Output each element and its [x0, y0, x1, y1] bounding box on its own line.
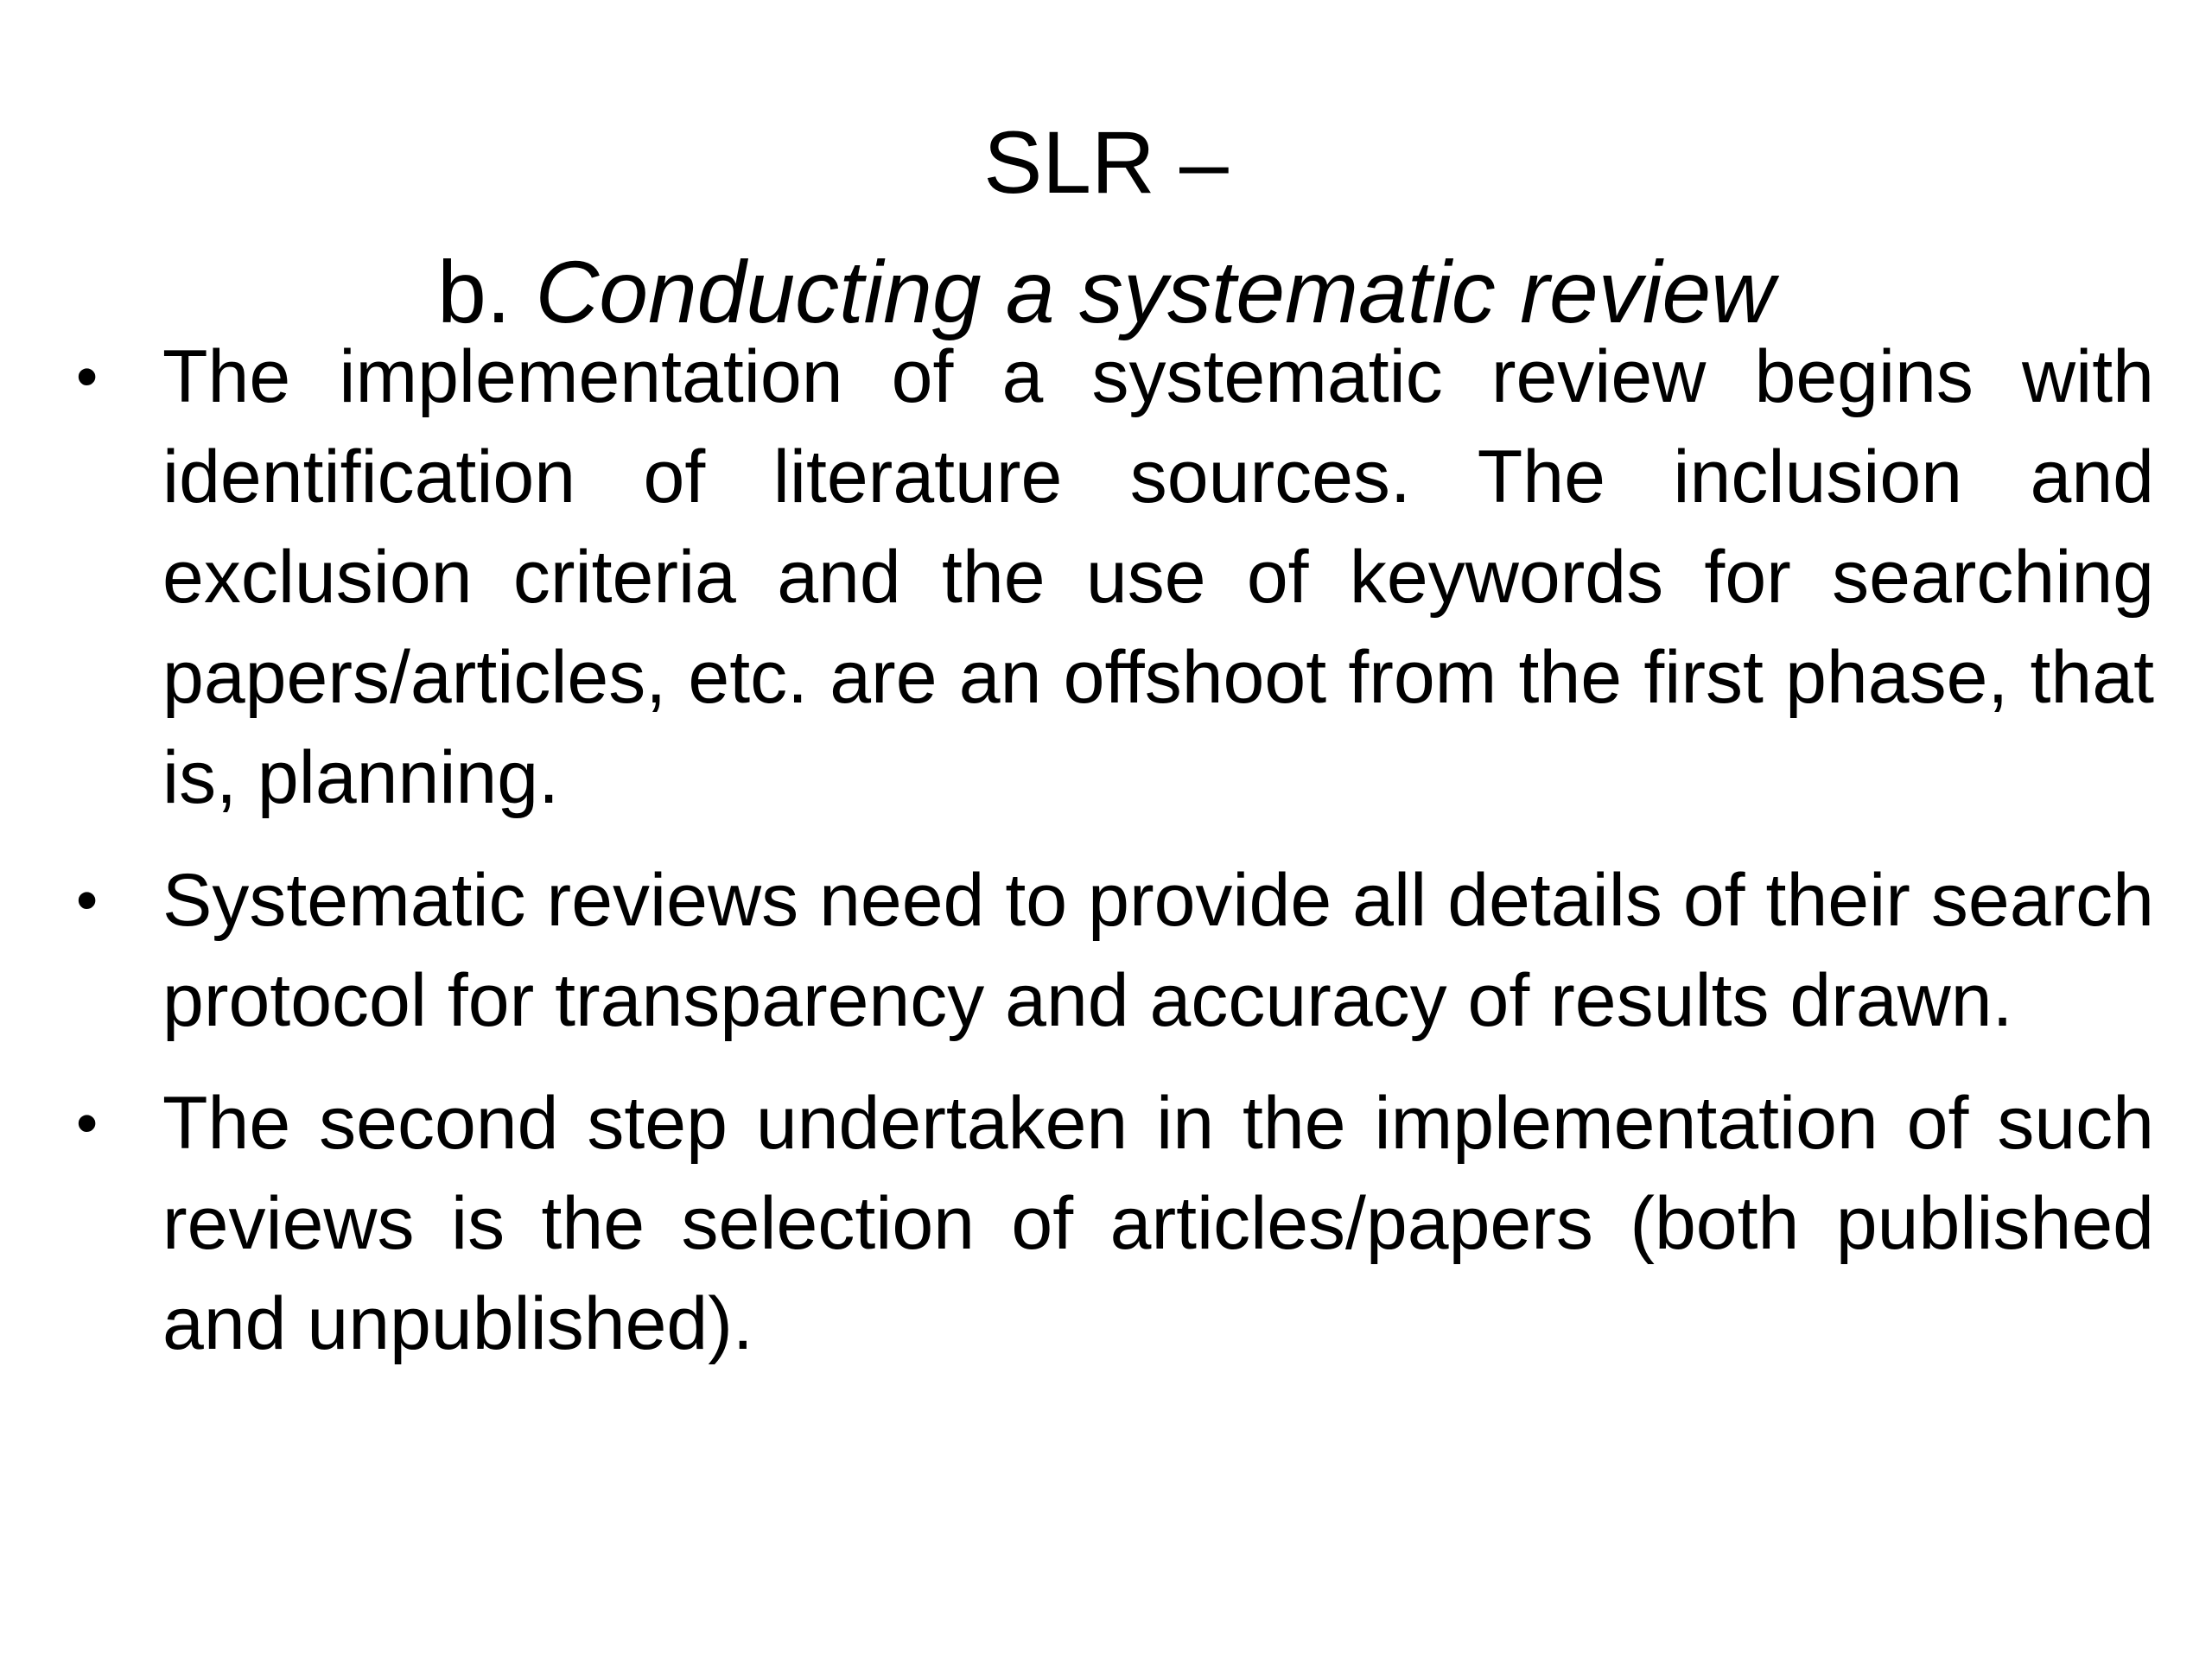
bullet-item	[76, 850, 2154, 1051]
title-line-1: SLR –	[983, 113, 1229, 213]
bullet-text: The second step undertaken in the implementation of such reviews is the selection of articles/papers (both published and unpublished).	[162, 1082, 2154, 1365]
bullet-text: The implementation of a systematic review begins with identification of literature sources. The inclusion and exclusion criteria and the use of keywords for searching papers/articles, etc. are an offshoot from the first phase, that is, planning.	[162, 335, 2154, 819]
bullet-icon: •	[76, 866, 99, 935]
bullet-item	[76, 327, 2154, 828]
bullet-icon: •	[76, 1089, 99, 1158]
bullet-item	[76, 1073, 2154, 1374]
title-prefix: b.	[437, 243, 512, 342]
title-italic: Conducting a systematic review	[535, 243, 1775, 342]
bullet-text: Systematic reviews need to provide all details of their search protocol for transparency and accuracy of results drawn.	[162, 859, 2154, 1042]
slide-title	[0, 98, 2212, 357]
bullet-icon: •	[76, 342, 99, 411]
bullet-list	[76, 327, 2154, 1396]
